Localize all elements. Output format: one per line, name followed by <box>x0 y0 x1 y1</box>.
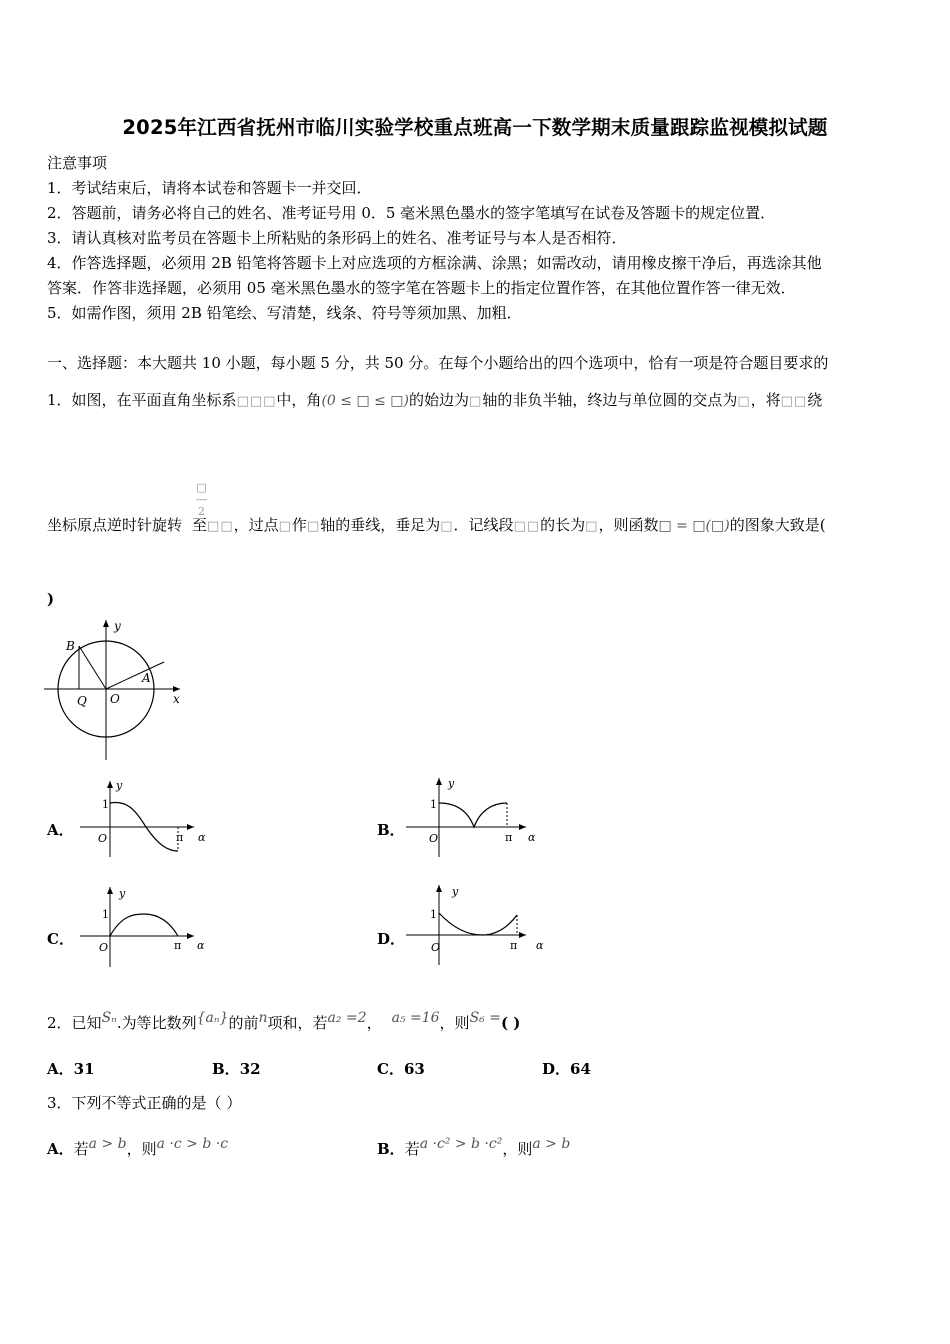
alpha-label: α <box>528 831 536 844</box>
formula-placeholder: □□ <box>780 394 808 409</box>
label-O: O <box>110 692 120 706</box>
formula-placeholder: □□ <box>513 519 541 534</box>
label-Q: Q <box>77 694 87 708</box>
formula-placeholder: □ <box>306 519 321 534</box>
formula-placeholder: □ <box>737 394 751 409</box>
y-label: y <box>119 887 126 900</box>
unit-circle-figure <box>42 615 192 765</box>
notice-item: 答案．作答非选择题，必须用 05 毫米黑色墨水的签字笔在答题卡上的指定位置作答，在其他位置作答一律无效． <box>47 279 796 297</box>
section-heading: 一、选择题：本大题共 10 小题，每小题 5 分，共 50 分。在每个小题给出的四个选项中，恰有一项是符合题目要求的 <box>47 354 829 372</box>
tick-one: 1 <box>102 798 109 811</box>
tick-one: 1 <box>102 908 109 921</box>
origin-label: O <box>99 941 109 954</box>
question-1-line-1: 1．如图，在平面直角坐标系□□□中，角(0 ≤ □ ≤ □)的始边为□轴的非负半轴，终边与单位圆的交点为□，将□□绕 <box>47 391 823 409</box>
page-title: 2025年江西省抚州市临川实验学校重点班高一下数学期末质量跟踪监视模拟试题 <box>122 116 828 139</box>
option-c-label[interactable]: C． <box>47 930 74 948</box>
notice-item: 3．请认真核对监考员在答题卡上所粘贴的条形码上的姓名、准考证号与本人是否相符． <box>47 229 627 247</box>
notice-item: 4．作答选择题，必须用 2B 铅笔将答题卡上对应选项的方框涂满、涂黑；如需改动，请用橡皮擦干净后，再选涂其他 <box>47 254 822 272</box>
question-number: 1． <box>47 391 72 409</box>
q2-option-b[interactable]: B．32 <box>212 1060 261 1078</box>
label-x: x <box>173 692 180 706</box>
option-c-graph <box>78 885 218 970</box>
option-d-label[interactable]: D． <box>377 930 406 948</box>
question-3-stem: 3．下列不等式正确的是（ ） <box>47 1094 242 1112</box>
pi-label: π <box>505 831 513 844</box>
formula-placeholder: □ <box>440 519 454 534</box>
question-1-line-2: 坐标原点逆时针旋转 至□□，过点□作□轴的垂线，垂足为□．记线段□□的长为□，则函数□ = □(□)的图象大致是( <box>47 516 826 534</box>
tick-one: 1 <box>430 908 437 921</box>
y-label: y <box>448 777 455 790</box>
fraction-placeholder: □ ― 2 <box>196 481 208 518</box>
formula-placeholder: □□ <box>207 519 234 534</box>
question-2-stem: 2．已知Sₙ.为等比数列{aₙ}的前n项和，若a₂ =2， a₅ =16，则S₆ =( ) <box>47 1010 521 1032</box>
option-b-label[interactable]: B． <box>377 821 405 839</box>
label-B: B <box>66 639 75 653</box>
label-A: A <box>142 671 151 685</box>
pi-label: π <box>176 831 184 844</box>
tick-one: 1 <box>430 798 437 811</box>
q2-option-a[interactable]: A．31 <box>47 1060 95 1078</box>
pi-label: π <box>174 939 182 952</box>
q3-option-a[interactable]: A．若a > b，则a ·c > b ·c <box>47 1136 229 1158</box>
formula-placeholder: □ <box>585 519 599 534</box>
alpha-label: α <box>198 831 206 844</box>
notice-item: 1．考试结束后，请将本试卷和答题卡一并交回． <box>47 179 372 197</box>
option-d-graph <box>404 883 549 968</box>
option-b-graph <box>404 775 549 860</box>
alpha-label: α <box>536 939 544 952</box>
formula-placeholder: □ <box>469 394 483 409</box>
label-y: y <box>114 619 121 633</box>
notice-item: 5．如需作图，须用 2B 铅笔绘、写清楚，线条、符号等须加黑、加粗． <box>47 304 522 322</box>
q2-option-d[interactable]: D．64 <box>542 1060 591 1078</box>
origin-label: O <box>98 832 108 845</box>
q2-option-c[interactable]: C．63 <box>377 1060 425 1078</box>
question-number: 3． <box>47 1094 72 1112</box>
angle-range-formula: (0 ≤ □ ≤ □) <box>321 393 409 409</box>
y-label: y <box>116 779 123 792</box>
option-a-graph <box>78 775 218 860</box>
q3-option-b[interactable]: B．若a ·c² > b ·c²，则a > b <box>377 1136 571 1158</box>
function-formula: □ = □(□) <box>658 518 730 534</box>
notice-heading: 注意事项 <box>47 154 108 172</box>
alpha-label: α <box>197 939 205 952</box>
option-a-label[interactable]: A． <box>47 821 74 839</box>
question-1-close-paren: ) <box>47 590 55 608</box>
notice-item: 2．答题前，请务必将自己的姓名、准考证号用 0．5 毫米黑色墨水的签字笔填写在试卷及答题卡的规定位置． <box>47 204 776 222</box>
origin-label: O <box>429 832 439 845</box>
y-label: y <box>452 885 459 898</box>
pi-label: π <box>510 939 518 952</box>
origin-label: O <box>431 941 441 954</box>
question-number: 2． <box>47 1014 72 1032</box>
formula-placeholder: □ <box>278 519 292 534</box>
formula-placeholder: □□□ <box>236 394 277 409</box>
